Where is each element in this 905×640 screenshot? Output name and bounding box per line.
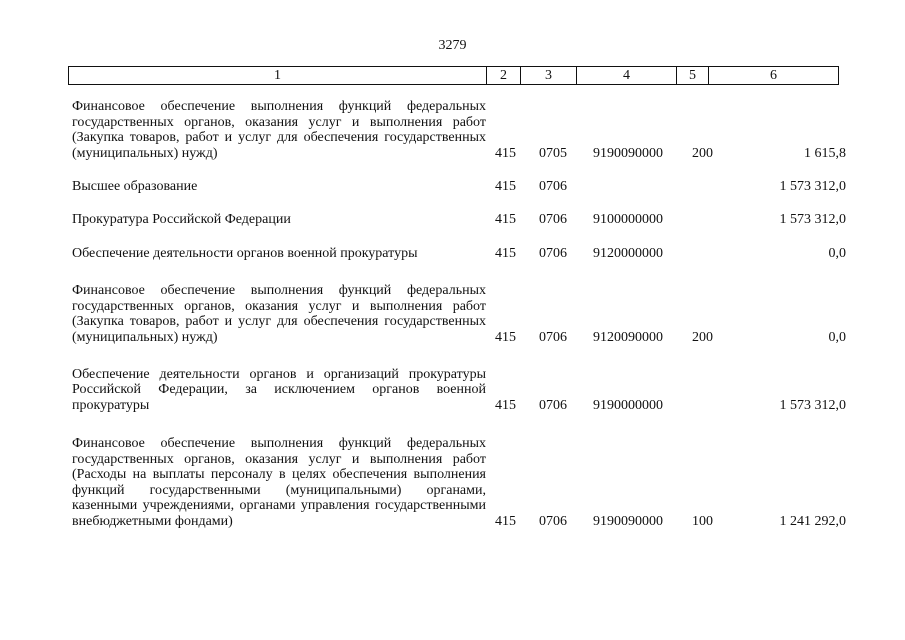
row-gr: 415 bbox=[495, 397, 516, 413]
table-row bbox=[72, 261, 848, 345]
table-row bbox=[72, 227, 848, 261]
row-cs: 9120090000 bbox=[593, 329, 663, 345]
row-name: Обеспечение деятельности органов и организаций прокуратуры Российской Федерации, за исключением органов военной прокуратуры bbox=[72, 366, 486, 413]
row-sum: 1 573 312,0 bbox=[779, 211, 846, 227]
row-name: Финансовое обеспечение выполнения функций федеральных государственных органов, оказания услуг и выполнения работ (Закупка товаров, работ и услуг для обеспечения государственных (муниципальных) нужд) bbox=[72, 283, 486, 345]
table-row bbox=[72, 161, 848, 194]
table-row bbox=[72, 345, 848, 413]
row-sum: 0,0 bbox=[828, 245, 846, 261]
row-gr: 415 bbox=[495, 245, 516, 261]
row-sum: 1 615,8 bbox=[804, 145, 846, 161]
row-rz: 0706 bbox=[539, 211, 567, 227]
column-header-2: 2 bbox=[487, 67, 521, 85]
column-header-6: 6 bbox=[709, 67, 839, 85]
budget-rows bbox=[72, 94, 848, 529]
row-rz: 0706 bbox=[539, 245, 567, 261]
row-rz: 0706 bbox=[539, 513, 567, 529]
row-vr: 200 bbox=[692, 145, 713, 161]
column-header-table bbox=[68, 66, 839, 85]
row-sum: 1 573 312,0 bbox=[779, 397, 846, 413]
row-cs: 9120000000 bbox=[593, 245, 663, 261]
row-sum: 1 241 292,0 bbox=[779, 513, 846, 529]
table-row bbox=[72, 413, 848, 529]
row-vr: 200 bbox=[692, 329, 713, 345]
row-rz: 0706 bbox=[539, 178, 567, 194]
column-header-3: 3 bbox=[521, 67, 577, 85]
row-rz: 0705 bbox=[539, 145, 567, 161]
row-sum: 1 573 312,0 bbox=[779, 178, 846, 194]
row-cs: 9190090000 bbox=[593, 145, 663, 161]
row-gr: 415 bbox=[495, 145, 516, 161]
table-row bbox=[72, 94, 848, 161]
row-sum: 0,0 bbox=[828, 329, 846, 345]
row-rz: 0706 bbox=[539, 397, 567, 413]
page-number: 3279 bbox=[438, 38, 467, 53]
row-gr: 415 bbox=[495, 513, 516, 529]
row-gr: 415 bbox=[495, 211, 516, 227]
row-name: Обеспечение деятельности органов военной прокуратуры bbox=[72, 245, 418, 261]
row-name: Прокуратура Российской Федерации bbox=[72, 211, 291, 227]
row-name: Высшее образование bbox=[72, 178, 198, 194]
row-rz: 0706 bbox=[539, 329, 567, 345]
row-gr: 415 bbox=[495, 178, 516, 194]
row-cs: 9190090000 bbox=[593, 513, 663, 529]
row-name: Финансовое обеспечение выполнения функций федеральных государственных органов, оказания услуг и выполнения работ (Расходы на выплаты персоналу в целях обеспечения выполнения функций государственными (муниципальными) органами, казенными учреждениями, органами управления государственными внебюджетными фондами) bbox=[72, 436, 486, 529]
row-vr: 100 bbox=[692, 513, 713, 529]
row-gr: 415 bbox=[495, 329, 516, 345]
row-cs: 9190000000 bbox=[593, 397, 663, 413]
row-name: Финансовое обеспечение выполнения функций федеральных государственных органов, оказания услуг и выполнения работ (Закупка товаров, работ и услуг для обеспечения государственных (муниципальных) нужд) bbox=[72, 99, 486, 161]
row-cs: 9100000000 bbox=[593, 211, 663, 227]
table-row bbox=[72, 194, 848, 227]
column-header-4: 4 bbox=[577, 67, 677, 85]
column-header-row bbox=[69, 67, 839, 85]
column-header-1: 1 bbox=[69, 67, 487, 85]
column-header-5: 5 bbox=[677, 67, 709, 85]
